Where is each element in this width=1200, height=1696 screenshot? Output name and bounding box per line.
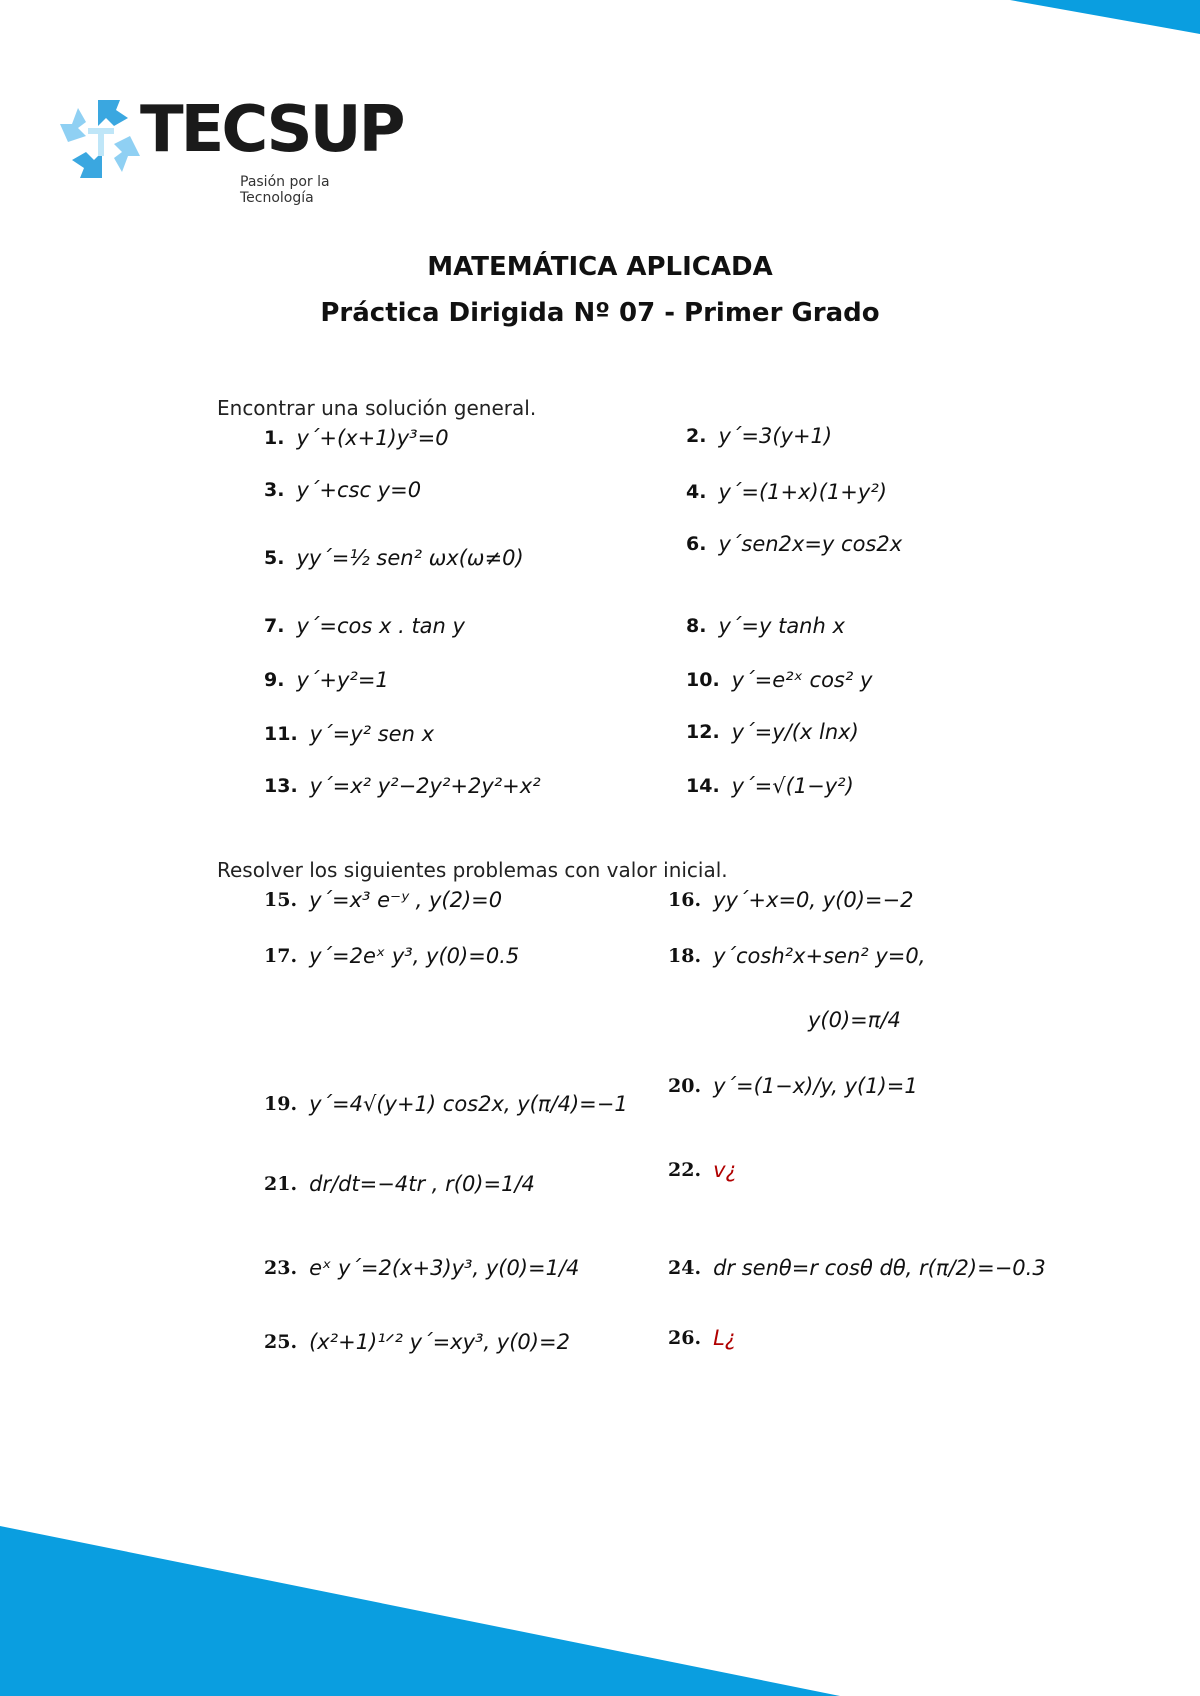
exercise-item bbox=[264, 614, 465, 638]
exercise-number: 6. bbox=[686, 533, 707, 555]
exercise-item bbox=[264, 774, 541, 798]
exercise-expression: y´=y tanh x bbox=[718, 614, 845, 638]
exercise-item bbox=[264, 668, 389, 692]
exercise-expression: L¿ bbox=[713, 1326, 736, 1350]
exercise-number: 18. bbox=[668, 945, 702, 967]
exercise-number: 19. bbox=[264, 1093, 298, 1115]
exercise-expression: y´+csc y=0 bbox=[296, 478, 422, 502]
exercise-item bbox=[264, 722, 434, 746]
exercise-item bbox=[686, 668, 872, 692]
document-title: MATEMÁTICA APLICADA bbox=[427, 252, 773, 282]
exercise-number: 13. bbox=[264, 775, 298, 797]
exercise-item bbox=[668, 1158, 737, 1182]
exercise-number: 4. bbox=[686, 481, 707, 503]
exercise-expression: (x²+1)¹ᐟ² y´=xy³, y(0)=2 bbox=[309, 1330, 570, 1354]
exercise-item bbox=[686, 532, 902, 556]
exercise-expression: y´=3(y+1) bbox=[718, 424, 833, 448]
exercise-item bbox=[796, 1008, 901, 1032]
exercise-item bbox=[686, 614, 845, 638]
exercise-expression: yy´+x=0, y(0)=−2 bbox=[713, 888, 914, 912]
exercise-item bbox=[668, 944, 925, 968]
logo-tagline: Pasión por la Tecnología bbox=[240, 174, 330, 206]
exercise-number: 23. bbox=[264, 1257, 298, 1279]
exercise-number: 5. bbox=[264, 547, 285, 569]
exercise-number: 15. bbox=[264, 889, 298, 911]
exercise-number: 11. bbox=[264, 723, 298, 745]
exercise-number: 12. bbox=[686, 721, 720, 743]
exercise-number: 9. bbox=[264, 669, 285, 691]
exercise-number: 7. bbox=[264, 615, 285, 637]
exercise-number: 16. bbox=[668, 889, 702, 911]
exercise-item bbox=[264, 1256, 579, 1280]
exercise-number: 20. bbox=[668, 1075, 702, 1097]
exercise-item bbox=[686, 480, 887, 504]
exercise-expression: v¿ bbox=[713, 1158, 737, 1182]
exercise-item bbox=[668, 1326, 736, 1350]
exercise-item bbox=[264, 944, 519, 968]
exercise-expression: y´+y²=1 bbox=[296, 668, 389, 692]
top-decoration-stripe bbox=[1000, 0, 1200, 40]
exercise-item bbox=[264, 1172, 535, 1196]
exercise-number: 10. bbox=[686, 669, 720, 691]
logo-arrows-icon bbox=[58, 96, 142, 182]
exercise-item bbox=[686, 424, 832, 448]
exercise-expression: y´=4√(y+1) cos2x, y(π/4)=−1 bbox=[309, 1092, 628, 1116]
bottom-decoration-band bbox=[0, 1516, 1200, 1696]
exercise-number: 25. bbox=[264, 1331, 298, 1353]
exercise-expression: y´=(1+x)(1+y²) bbox=[718, 480, 887, 504]
exercise-expression: y´sen2x=y cos2x bbox=[718, 532, 903, 556]
exercise-item bbox=[668, 1256, 1046, 1280]
exercise-number: 26. bbox=[668, 1327, 702, 1349]
exercise-expression: eˣ y´=2(x+3)y³, y(0)=1/4 bbox=[309, 1256, 580, 1280]
exercise-expression: y´=x³ e⁻ʸ , y(2)=0 bbox=[309, 888, 503, 912]
exercise-item bbox=[686, 774, 854, 798]
exercise-number: 24. bbox=[668, 1257, 702, 1279]
section2-instruction: Resolver los siguientes problemas con valor inicial. bbox=[217, 858, 728, 882]
exercise-expression: y´=e²ˣ cos² y bbox=[731, 668, 873, 692]
exercise-number: 1. bbox=[264, 427, 285, 449]
exercise-expression: y´=y² sen x bbox=[309, 722, 434, 746]
exercise-expression: y´=x² y²−2y²+2y²+x² bbox=[309, 774, 541, 798]
exercise-item bbox=[686, 720, 859, 744]
exercise-item bbox=[668, 888, 913, 912]
exercise-expression: y´=√(1−y²) bbox=[731, 774, 854, 798]
exercise-number: 14. bbox=[686, 775, 720, 797]
exercise-number: 17. bbox=[264, 945, 298, 967]
exercise-item bbox=[264, 888, 502, 912]
exercise-expression: yy´=½ sen² ωx(ω≠0) bbox=[296, 546, 524, 570]
exercise-item bbox=[264, 426, 449, 450]
exercise-expression: y´=(1−x)/y, y(1)=1 bbox=[713, 1074, 918, 1098]
exercise-item bbox=[264, 546, 524, 570]
exercise-number: 22. bbox=[668, 1159, 702, 1181]
exercise-item bbox=[668, 1074, 918, 1098]
document-subtitle: Práctica Dirigida Nº 07 - Primer Grado bbox=[320, 298, 880, 328]
exercise-number: 21. bbox=[264, 1173, 298, 1195]
exercise-number: 3. bbox=[264, 479, 285, 501]
exercise-item bbox=[264, 1092, 628, 1116]
exercise-expression: y´+(x+1)y³=0 bbox=[296, 426, 449, 450]
exercise-item bbox=[264, 478, 421, 502]
exercise-number: 2. bbox=[686, 425, 707, 447]
exercise-expression: y(0)=π/4 bbox=[808, 1008, 901, 1032]
section1-instruction: Encontrar una solución general. bbox=[217, 396, 537, 420]
exercise-number: 8. bbox=[686, 615, 707, 637]
exercise-expression: y´=y/(x lnx) bbox=[731, 720, 859, 744]
exercise-expression: y´=2eˣ y³, y(0)=0.5 bbox=[309, 944, 520, 968]
exercise-expression: y´cosh²x+sen² y=0, bbox=[713, 944, 926, 968]
tecsup-logo bbox=[58, 93, 403, 206]
logo-wordmark: TECSUP bbox=[140, 93, 403, 167]
exercise-item bbox=[264, 1330, 570, 1354]
exercise-expression: dr/dt=−4tr , r(0)=1/4 bbox=[309, 1172, 535, 1196]
exercise-expression: y´=cos x . tan y bbox=[296, 614, 465, 638]
exercise-expression: dr senθ=r cosθ dθ, r(π/2)=−0.3 bbox=[713, 1256, 1046, 1280]
